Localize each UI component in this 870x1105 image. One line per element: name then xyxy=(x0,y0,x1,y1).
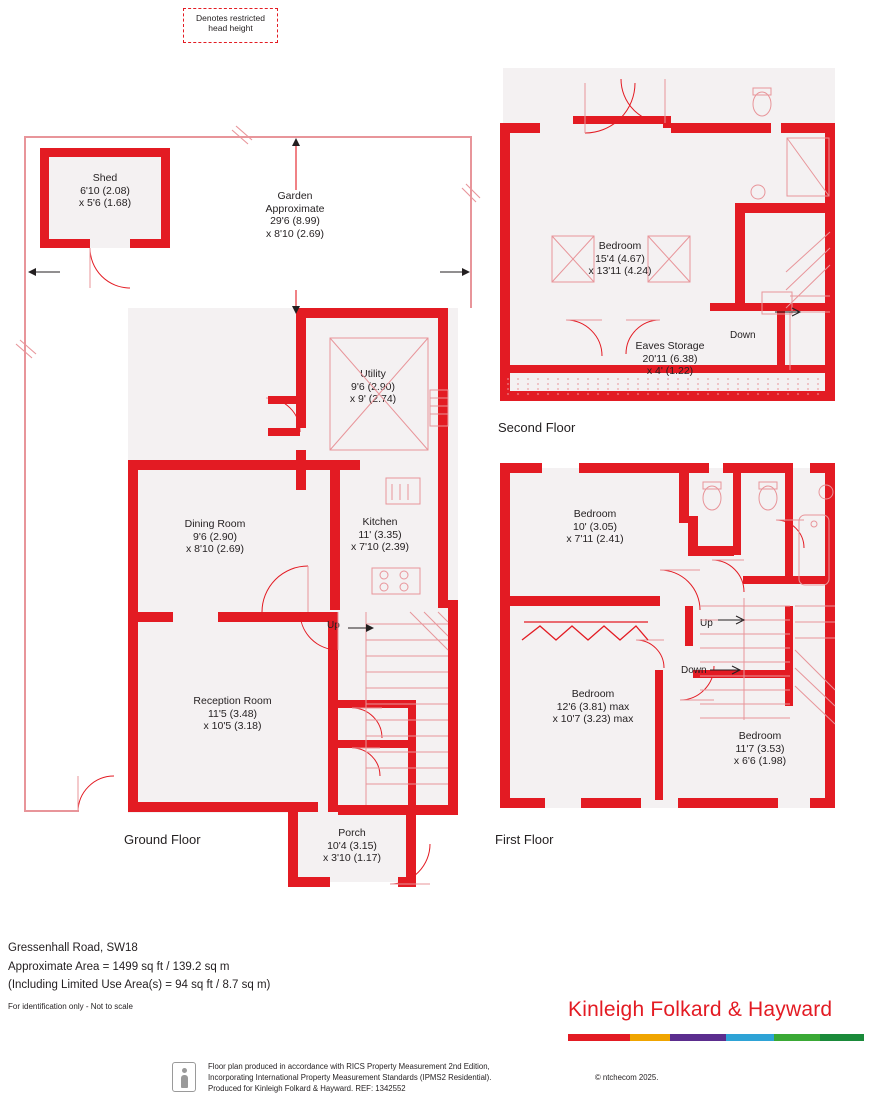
brand-bar-1 xyxy=(568,1034,630,1041)
brand-bar-6 xyxy=(820,1034,864,1041)
first-wall-bed1-bottom xyxy=(500,596,660,606)
first-wall-top-b xyxy=(579,463,709,473)
identification-note: For identification only - Not to scale xyxy=(8,1002,133,1011)
stairs-label-down-first: Down xyxy=(681,665,707,676)
room-dim-2: x 7'11 (2.41) xyxy=(566,533,624,546)
first-wall-left xyxy=(500,463,510,808)
hall-inner-wall-3 xyxy=(408,700,416,810)
room-dim-2: x 10'7 (3.23) max xyxy=(552,713,634,726)
room-name: Garden xyxy=(277,190,313,202)
second-wall-bath-top xyxy=(735,203,835,213)
room-dim-2: x 8'10 (2.69) xyxy=(185,543,245,556)
icon-head xyxy=(182,1068,187,1073)
garden-boundary-left xyxy=(24,136,26,812)
utility-wall-right xyxy=(438,308,448,488)
brand-bar-3 xyxy=(670,1034,726,1041)
floor-title-first: First Floor xyxy=(495,832,554,847)
approximate-area: Approximate Area = 1499 sq ft / 139.2 sq m xyxy=(8,961,230,973)
ground-floor-plan xyxy=(0,0,500,900)
hall-inner-wall-2 xyxy=(338,740,416,748)
room-label-utility xyxy=(318,368,428,406)
room-dim-1: 11'5 (3.48) xyxy=(207,707,258,720)
second-wall-bath-left xyxy=(735,203,745,308)
room-label-kitchen xyxy=(330,516,430,554)
stairs-label-down-second: Down xyxy=(730,330,756,341)
room-sub: Approximate xyxy=(265,202,325,215)
kitchen-wall-top xyxy=(330,460,360,470)
second-floor-plan xyxy=(495,60,845,460)
reception-wall-left xyxy=(128,612,138,812)
disclaimer-line-2: Incorporating International Property Measurement Standards (IPMS2 Residential). xyxy=(208,1073,492,1082)
first-wall-bath-right xyxy=(785,463,793,583)
first-wall-bed1-right xyxy=(679,463,689,523)
floor-title-ground: Ground Floor xyxy=(124,832,201,847)
dining-wall-bottom-right xyxy=(218,612,338,622)
room-label-porch xyxy=(292,827,412,865)
room-dim-1: 11'7 (3.53) xyxy=(735,742,785,755)
brand-bar-5 xyxy=(774,1034,820,1041)
room-dim-1: 12'6 (3.81) max xyxy=(556,700,630,713)
property-address: Gressenhall Road, SW18 xyxy=(8,942,138,954)
dining-wall-top xyxy=(128,460,333,470)
room-name: Dining Room xyxy=(184,518,246,530)
porch-wall-bottom-left xyxy=(288,877,330,887)
note-line-2: head height xyxy=(208,23,253,33)
room-name: Bedroom xyxy=(738,730,782,742)
note-line-1: Denotes restricted xyxy=(196,13,265,23)
brand-bar-2 xyxy=(630,1034,670,1041)
room-label-first-bedroom-1 xyxy=(525,508,665,546)
first-wall-stair-div xyxy=(785,606,793,706)
second-wall-top-d xyxy=(671,123,771,133)
hall-wall-bottom xyxy=(338,805,458,815)
disclaimer-line-1: Floor plan produced in accordance with RICS Property Measurement 2nd Edition, xyxy=(208,1062,490,1071)
room-dim-2: x 7'10 (2.39) xyxy=(350,541,410,554)
room-dim-2: x 10'5 (3.18) xyxy=(203,720,262,733)
first-wall-bottom-b xyxy=(581,798,641,808)
hall-inner-wall-1 xyxy=(338,700,416,708)
first-wall-bed3-top xyxy=(693,670,788,678)
rics-person-icon xyxy=(172,1062,196,1092)
disclaimer-line-3: Produced for Kinleigh Folkard & Hayward. REF: 1342552 xyxy=(208,1084,406,1093)
room-dim-2: x 8'10 (2.69) xyxy=(265,227,325,240)
room-label-second-bedroom xyxy=(545,240,695,278)
garden-boundary-bottom xyxy=(24,810,79,812)
first-wall-bottom-d xyxy=(810,798,835,808)
room-dim-2: x 9' (2.74) xyxy=(349,393,397,406)
room-name: Shed xyxy=(92,172,118,184)
room-name: Utility xyxy=(360,368,386,380)
room-dim-2: x 13'11 (4.24) xyxy=(588,265,652,278)
garden-boundary-top xyxy=(24,136,472,138)
icon-body xyxy=(181,1075,188,1088)
first-wall-bottom-c xyxy=(678,798,778,808)
first-wall-bath-div xyxy=(733,463,741,555)
second-wall-right xyxy=(825,123,835,401)
second-wall-left xyxy=(500,123,510,401)
first-wall-bath-right-b xyxy=(743,576,825,584)
room-dim-2: x 5'6 (1.68) xyxy=(78,197,132,210)
room-dim-1: 10'4 (3.15) xyxy=(327,839,377,852)
porch-wall-bottom-right xyxy=(398,877,416,887)
stairs-label-up-ground: Up xyxy=(327,620,340,631)
garden-boundary-right xyxy=(470,136,472,308)
room-label-reception xyxy=(155,695,310,733)
room-dim-1: 29'6 (8.99) xyxy=(270,215,320,228)
room-dim-1: 11' (3.35) xyxy=(358,528,402,541)
room-label-first-bedroom-3 xyxy=(690,730,830,768)
room-label-first-bedroom-2 xyxy=(513,688,673,726)
room-label-garden xyxy=(230,190,360,240)
second-wall-top-b xyxy=(573,116,668,124)
shed-wall-bottom-left xyxy=(40,239,90,248)
first-floor-plan xyxy=(495,460,845,860)
stairs-label-up-first: Up xyxy=(700,618,713,629)
kitchen-wall-right xyxy=(438,488,448,608)
room-name: Bedroom xyxy=(573,508,617,520)
disclaimer-copyright: © ntchecom 2025. xyxy=(595,1073,659,1082)
room-dim-1: 9'6 (2.90) xyxy=(350,380,396,393)
room-dim-1: 20'11 (6.38) xyxy=(642,352,698,365)
room-dim-2: x 6'6 (1.98) xyxy=(733,755,787,768)
room-dim-1: 15'4 (4.67) xyxy=(595,252,645,265)
utility-wall-left xyxy=(296,308,306,428)
dining-wall-left xyxy=(128,460,138,620)
brand-color-bars xyxy=(568,1034,864,1041)
utility-wall-top xyxy=(296,308,448,318)
room-dim-1: 6'10 (2.08) xyxy=(80,184,130,197)
reception-wall-right xyxy=(328,612,338,812)
first-wall-land-right xyxy=(685,606,693,646)
room-name: Eaves Storage xyxy=(635,340,705,352)
room-name: Reception Room xyxy=(193,695,272,707)
room-name: Bedroom xyxy=(598,240,642,252)
first-wall-bottom-a xyxy=(500,798,545,808)
limited-use-area: (Including Limited Use Area(s) = 94 sq ft / 8.7 sq m) xyxy=(8,979,271,991)
second-wall-stair-top xyxy=(710,303,835,311)
shed-wall-top xyxy=(40,148,170,157)
room-label-shed xyxy=(45,172,165,210)
second-wall-top-c xyxy=(663,116,671,128)
second-wall-bottom xyxy=(500,391,835,401)
room-dim-1: 10' (3.05) xyxy=(572,520,618,533)
shed-wall-bottom-right xyxy=(130,239,170,248)
room-name: Porch xyxy=(338,827,366,839)
second-wall-stair-right xyxy=(777,303,785,365)
floor-title-second: Second Floor xyxy=(498,420,576,435)
room-label-eaves-storage xyxy=(590,340,750,378)
first-wall-bath-seg xyxy=(688,546,734,556)
utility-wall-left-lower xyxy=(296,450,306,490)
reception-wall-bottom xyxy=(128,802,318,812)
brand-name: Kinleigh Folkard & Hayward xyxy=(568,998,833,1021)
room-name: Bedroom xyxy=(571,688,615,700)
hall-wall-right xyxy=(448,600,458,815)
room-dim-1: 9'6 (2.90) xyxy=(192,530,238,543)
brand-bar-4 xyxy=(726,1034,774,1041)
room-dim-2: x 4' (1.22) xyxy=(646,365,694,378)
room-label-dining xyxy=(150,518,280,556)
room-name: Kitchen xyxy=(362,516,398,528)
room-dim-2: x 3'10 (1.17) xyxy=(322,852,382,865)
